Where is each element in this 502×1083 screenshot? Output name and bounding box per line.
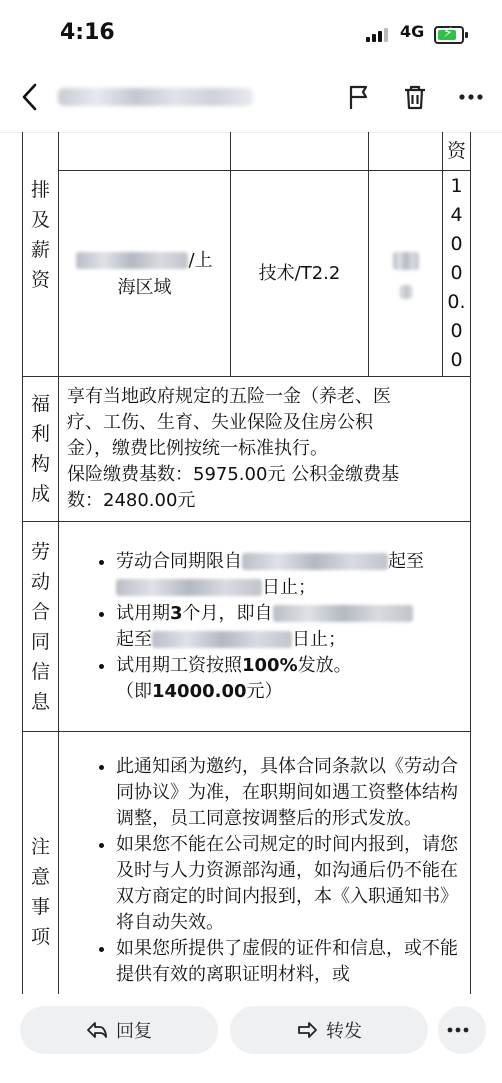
welfare-description: 享有当地政府规定的五险一金（养老、医 疗、工伤、生育、失业保险及住房公积 金），缴费比例按统一标准执行。 保险缴费基数：5975.00元 公积金缴费基 数：2480.00元: [59, 377, 471, 522]
list-item: • 如果您不能在公司规定的时间内报到，请您及时与人力资源部沟通，如沟通后仍不能在双方商定的时间内报到，本《入职通知书》将自动失效。: [116, 832, 459, 936]
label-salary-arrangement: 排 及 薪 资: [23, 132, 59, 377]
back-arrow-icon[interactable]: [16, 80, 44, 114]
label-welfare: 福 利 构 成: [23, 377, 59, 522]
offer-table: [22, 132, 471, 994]
forward-button[interactable]: 转发: [230, 1006, 428, 1054]
battery-icon: ⚡: [434, 26, 464, 44]
reply-button[interactable]: 回复: [20, 1006, 218, 1054]
table-row-notes: [23, 732, 471, 995]
more-actions-button[interactable]: [438, 1006, 486, 1054]
list-item: • 劳动合同期限自 起至 日止；: [116, 549, 459, 601]
contract-details: [59, 522, 471, 732]
monthly-salary: 1 4 0 0 0. 0 0: [443, 171, 471, 377]
email-body: [0, 132, 502, 994]
blurred-city: [76, 252, 188, 269]
more-options-icon[interactable]: [456, 82, 486, 112]
flag-icon[interactable]: [344, 82, 374, 112]
list-item: • 此通知函为邀约，具体合同条款以《劳动合同协议》为准，在职期间如遇工资整体结构调整，员工同意按调整后的形式发放。: [116, 754, 459, 832]
blurred-department: [369, 171, 443, 377]
list-item: • 试用期工资按照100%发放。 （即14000.00元）: [116, 653, 459, 705]
status-time: 4:16: [60, 20, 115, 45]
table-row-contract: [23, 522, 471, 732]
bottom-action-bar: [0, 994, 502, 1083]
salary-header: 资: [443, 132, 471, 171]
table-row-welfare: [23, 377, 471, 522]
email-title-blurred: [58, 88, 253, 106]
forward-icon: [296, 1020, 318, 1040]
more-icon: [446, 1026, 470, 1034]
table-row-salary: [23, 171, 471, 377]
signal-icon: [366, 28, 392, 42]
list-item: • 试用期3个月，即自 起至 日止；: [116, 601, 459, 653]
position-level: 技术/T2.2: [231, 171, 369, 377]
network-label: 4G: [400, 22, 425, 41]
label-notes: 注 意 事 项: [23, 732, 59, 995]
list-item: • 如果您所提供了虚假的证件和信息，或不能提供有效的离职证明材料，或: [116, 936, 459, 988]
work-location: /上 海区域: [59, 171, 231, 377]
mail-header: [0, 62, 502, 133]
label-contract-info: 劳 动 合 同 信 息: [23, 522, 59, 732]
trash-icon[interactable]: [400, 82, 430, 112]
status-bar: [0, 0, 502, 62]
reply-icon: [86, 1020, 108, 1040]
table-row-header-tail: [23, 132, 471, 171]
notes-details: [59, 732, 471, 995]
